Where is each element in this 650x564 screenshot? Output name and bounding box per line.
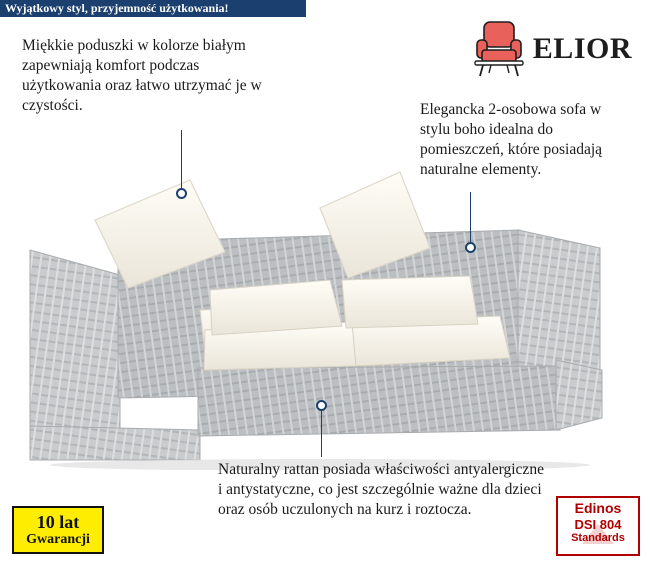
- product-image: [0, 130, 650, 470]
- guarantee-label: Gwarancji: [26, 531, 90, 547]
- certificate-name: Edinos: [574, 500, 622, 516]
- callout-rattan-leader: [321, 405, 322, 457]
- callout-cushions-leader: [181, 130, 182, 188]
- top-banner: Wyjątkowy styl, przyjemność użytkowania!: [0, 0, 306, 17]
- guarantee-years: 10 lat: [36, 511, 80, 532]
- brand-name: ELIOR: [532, 32, 632, 65]
- certificate-badge: [556, 496, 640, 556]
- certificate-standards: Standards: [571, 532, 625, 544]
- callout-style-dot[interactable]: [465, 242, 476, 253]
- callout-cushions-text: Miękkie poduszki w kolorze białym zapewniają komfort podczas użytkowania oraz łatwo utrzymać je w czystości.: [22, 37, 262, 114]
- callout-style-leader: [470, 192, 471, 242]
- brand-logo: [473, 20, 632, 78]
- guarantee-badge: [12, 506, 104, 554]
- certificate-number: 804: [599, 517, 622, 532]
- callout-style-text: Elegancka 2-osobowa sofa w stylu boho idealna do pomieszczeń, które posiadają naturalne elementy.: [420, 101, 603, 178]
- callout-rattan-text: Naturalny rattan posiada właściwości antyalergiczne i antystatyczne, co jest szczególnie ważne dla dzieci oraz osób uczulonych na kurz i roztocza.: [218, 461, 544, 518]
- callout-rattan-dot[interactable]: [316, 400, 327, 411]
- certificate-code: [558, 517, 638, 532]
- armchair-icon: [473, 20, 525, 78]
- certificate-code-text: DSI: [574, 517, 597, 532]
- callout-cushions-dot[interactable]: [176, 188, 187, 199]
